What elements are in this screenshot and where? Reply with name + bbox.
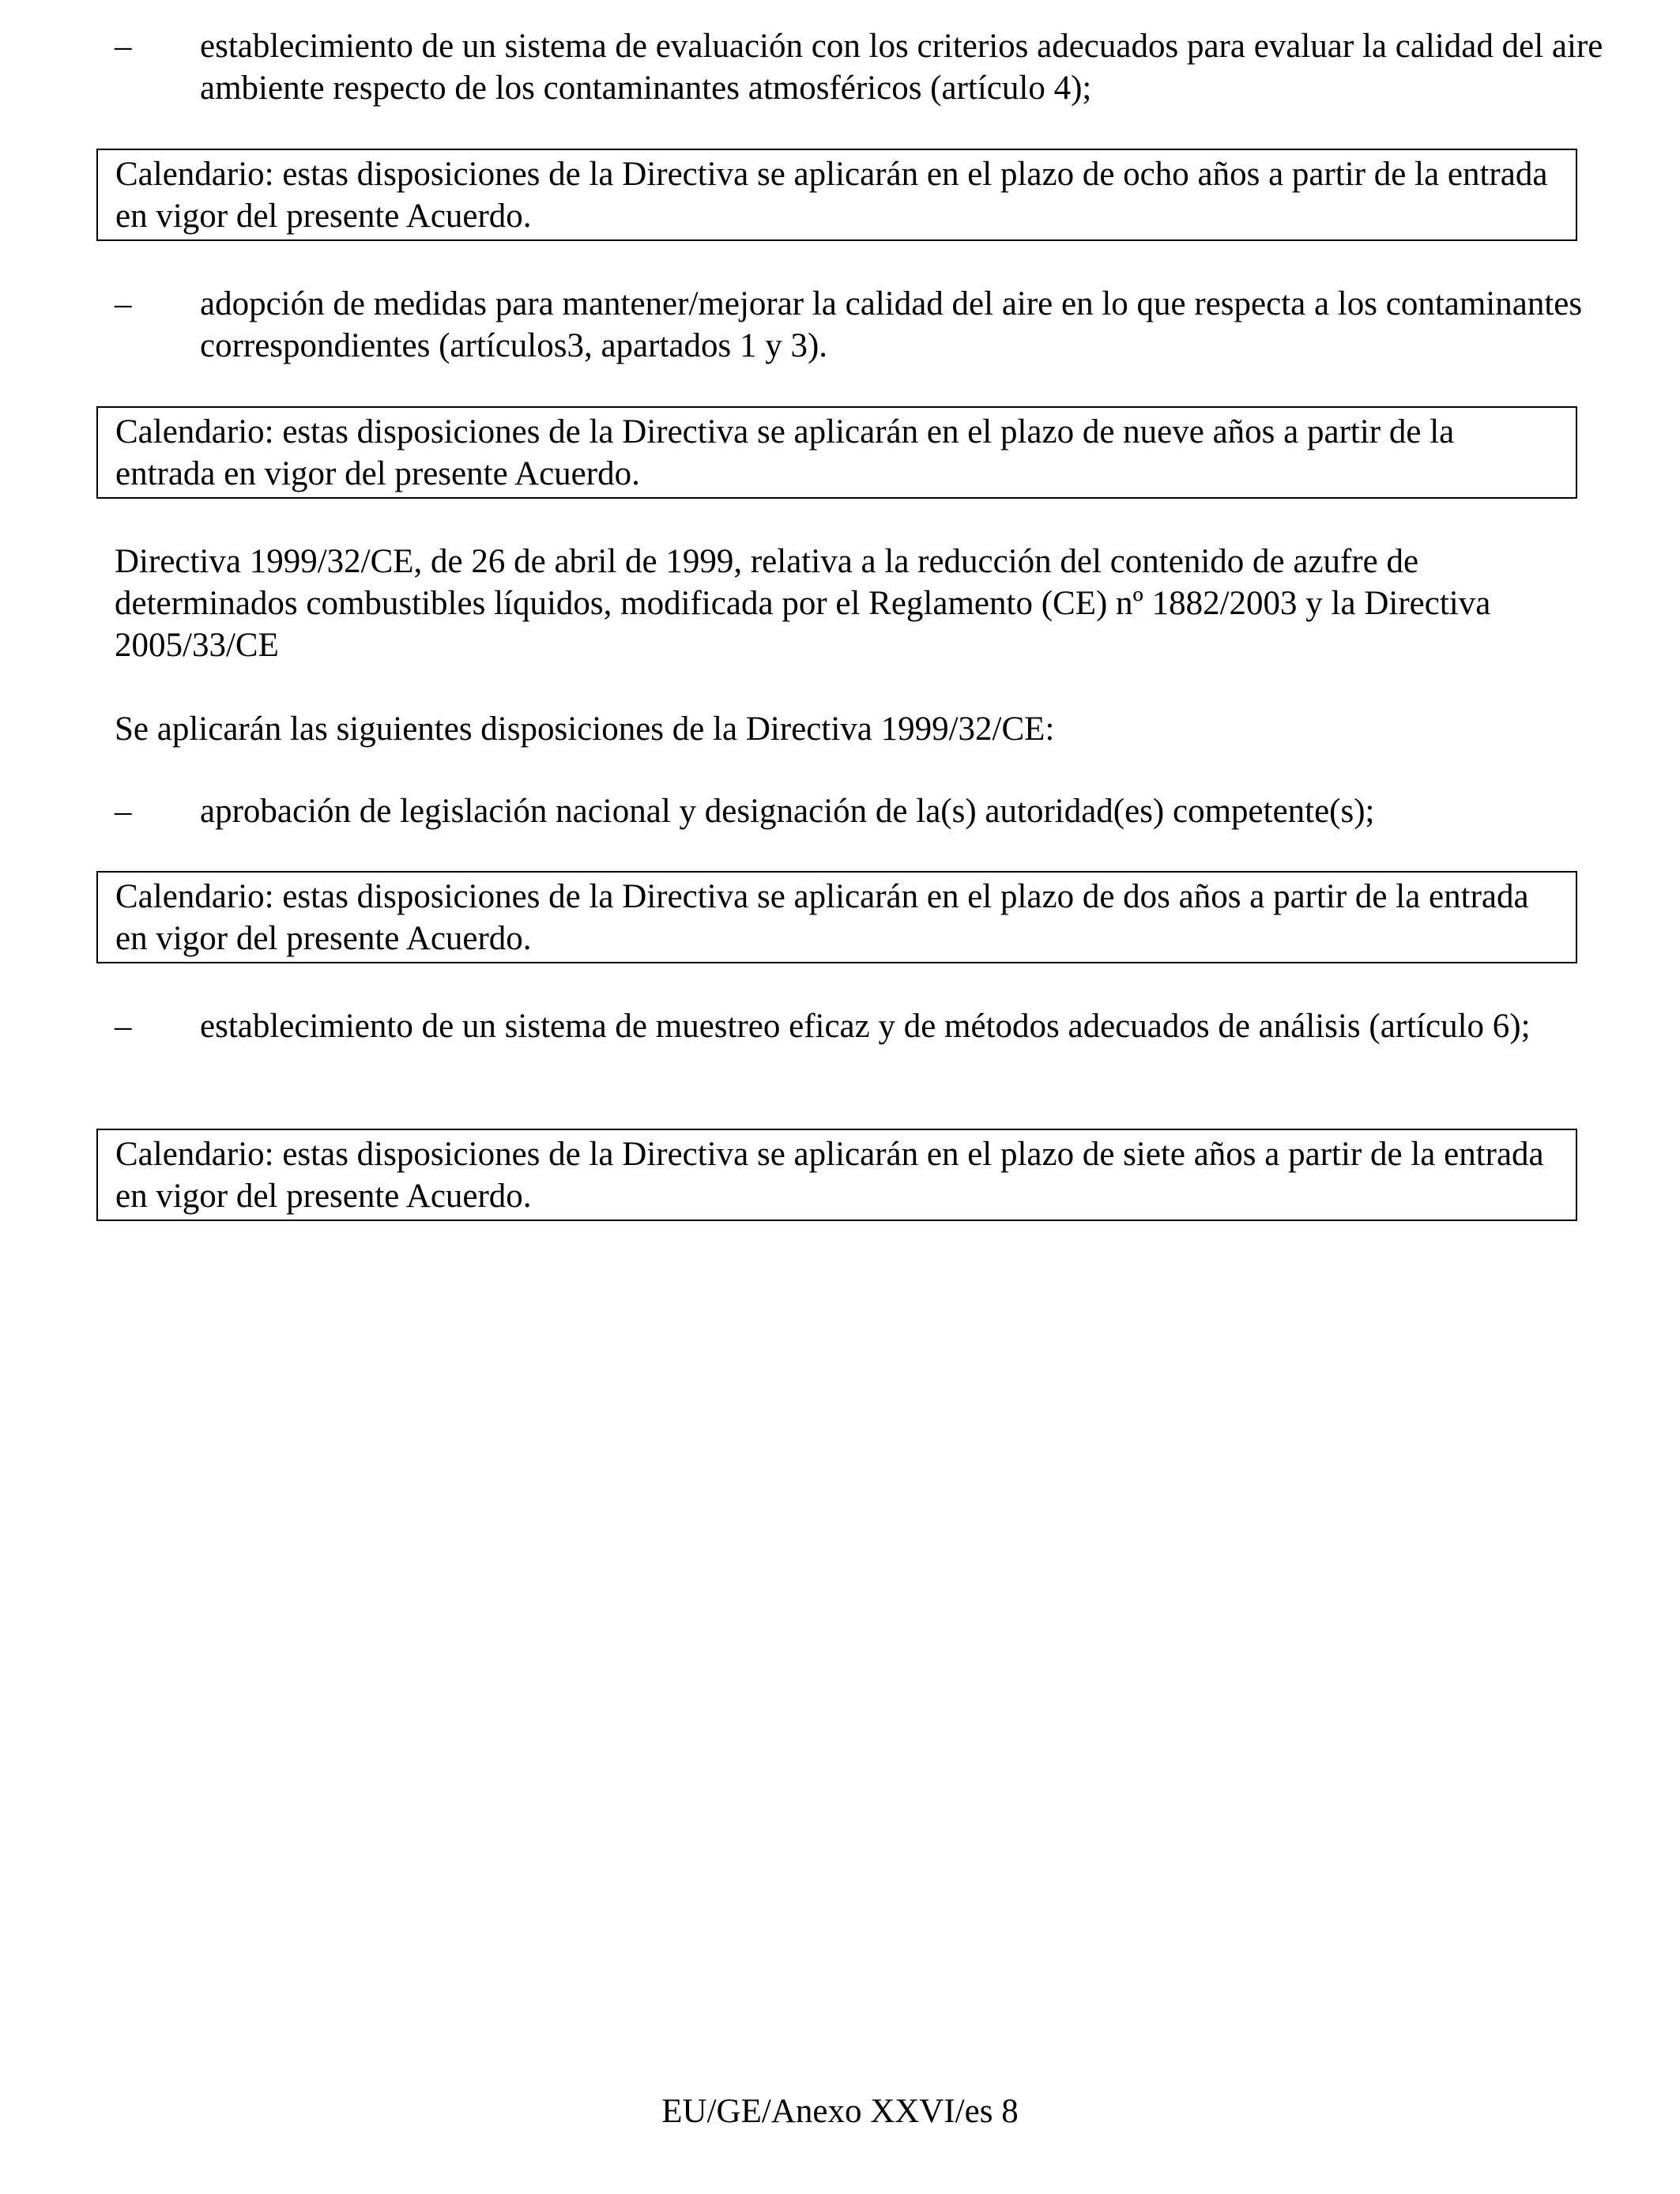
calendar-text: Calendario: estas disposiciones de la Directiva se aplicarán en el plazo de nueve años a partir de la entrada en vigor del presente Acuerdo.	[115, 413, 1455, 492]
bullet-text: establecimiento de un sistema de evaluación con los criterios adecuados para evaluar la calidad del aire ambiente respecto de los contaminantes atmosféricos (artículo 4);	[200, 28, 1603, 107]
bullet-text: adopción de medidas para mantener/mejorar la calidad del aire en lo que respecta a los contaminantes correspondientes (artículos3, apartados 1 y 3).	[200, 285, 1583, 364]
page-reference: EU/GE/Anexo XXVI/es 8	[661, 2093, 1019, 2130]
calendar-box-two-years	[96, 871, 1577, 963]
calendar-text: Calendario: estas disposiciones de la Directiva se aplicarán en el plazo de ocho años a partir de la entrada en vigor del presente Acuerdo.	[115, 156, 1548, 235]
bullet-dash: –	[115, 28, 132, 65]
directive-heading	[115, 541, 1584, 666]
intro-paragraph	[115, 708, 1584, 750]
directive-heading-text: Directiva 1999/32/CE, de 26 de abril de 1999, relativa a la reducción del contenido de azufre de determinados combustibles líquidos, modificada por el Reglamento (CE) nº 1882/2003 y la Directiva 2005/33/CE	[115, 543, 1491, 664]
bullet-dash: –	[115, 1008, 132, 1045]
bullet-text: aprobación de legislación nacional y designación de la(s) autoridad(es) competente(s);	[200, 793, 1375, 830]
calendar-box-eight-years	[96, 149, 1577, 241]
calendar-box-nine-years	[96, 406, 1577, 499]
bullet-dash: –	[115, 285, 132, 322]
intro-text: Se aplicarán las siguientes disposiciones de la Directiva 1999/32/CE:	[115, 711, 1055, 748]
calendar-box-seven-years	[96, 1129, 1577, 1221]
calendar-text: Calendario: estas disposiciones de la Directiva se aplicarán en el plazo de siete años a partir de la entrada en vigor del presente Acuerdo.	[115, 1136, 1544, 1215]
bullet-dash: –	[115, 793, 132, 830]
calendar-text: Calendario: estas disposiciones de la Directiva se aplicarán en el plazo de dos años a partir de la entrada en vigor del presente Acuerdo.	[115, 878, 1529, 957]
page-footer	[0, 2090, 1680, 2132]
bullet-text: establecimiento de un sistema de muestreo eficaz y de métodos adecuados de análisis (artículo 6);	[200, 1008, 1531, 1045]
